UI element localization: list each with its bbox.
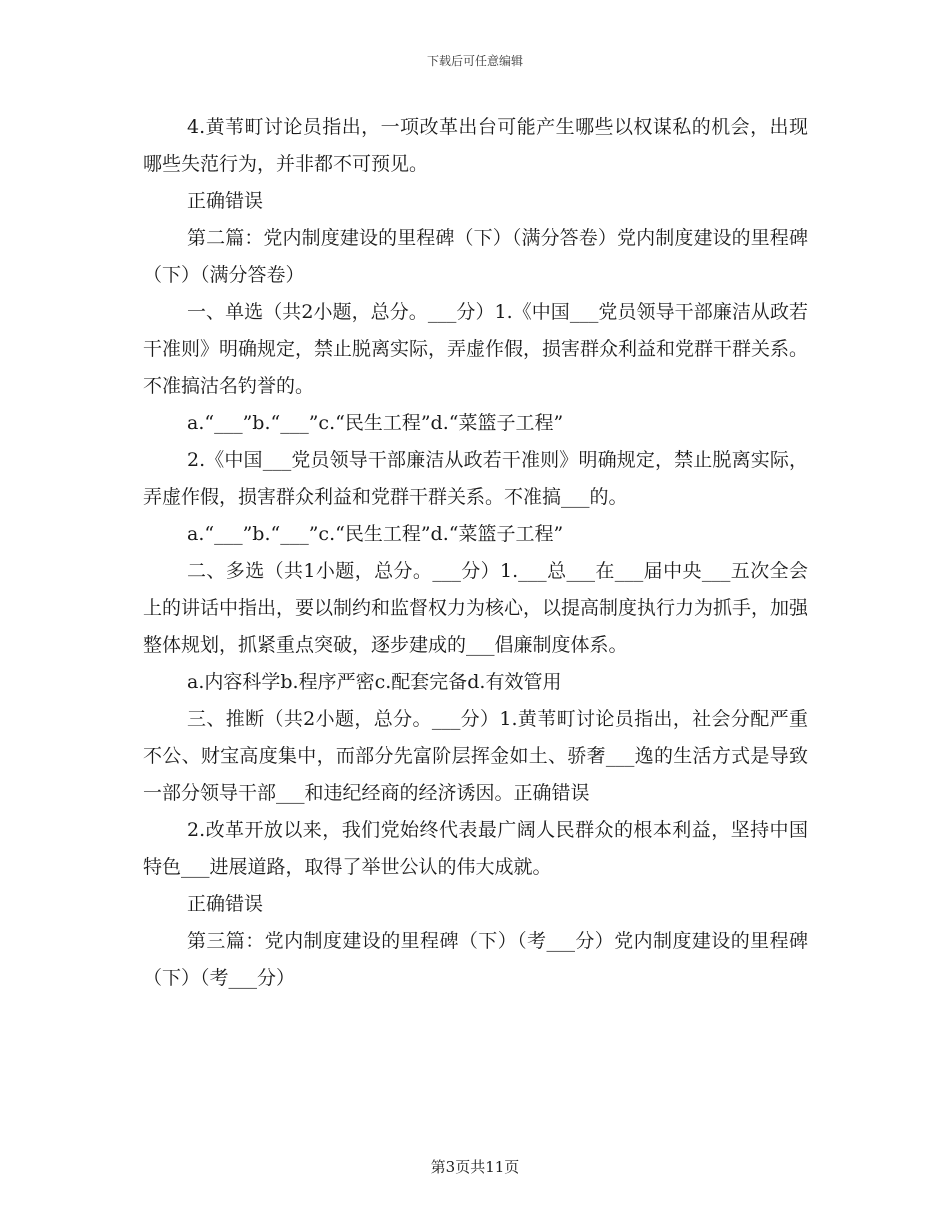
paragraph-judgement-q2: 2.改革开放以来，我们党始终代表最广阔人民群众的根本利益，坚持中国特色___进展道路，取得了举世公认的伟大成就。 <box>143 819 808 878</box>
paragraph-multi-choice-q1-options: a.内容科学b.程序严密c.配套完备d.有效管用 <box>187 671 562 693</box>
paragraph-single-choice-q2-options: a.“___”b.“___”c.“民生工程”d.“菜篮子工程” <box>187 523 564 545</box>
page-header: 下载后可任意编辑 <box>426 54 523 68</box>
paragraph-judgement-q2-answer: 正确错误 <box>187 893 264 915</box>
paragraph-section-three-title: 第三篇：党内制度建设的里程碑（下）（考___分）党内制度建设的里程碑（下）（考___分） <box>143 930 808 989</box>
paragraph-single-choice-q2: 2.《中国___党员领导干部廉洁从政若干准则》明确规定，禁止脱离实际，弄虚作假，损害群众利益和党群干群关系。不准搞___的。 <box>143 449 808 508</box>
paragraph-judgement-q1: 三、推断（共2小题，总分。___分）1.黄苇町讨论员指出，社会分配严重不公、财宝高度集中，而部分先富阶层挥金如土、骄奢___逸的生活方式是导致一部分领导干部___和违纪经商的经济诱因。正确错误 <box>143 708 808 804</box>
page-number: 第3页共11页 <box>430 1158 520 1176</box>
paragraph-multi-choice-q1: 二、多选（共1小题，总分。___分）1.___总___在___届中央___五次全会上的讲话中指出，要以制约和监督权力为核心，以提高制度执行力为抓手，加强整体规划，抓紧重点突破，逐步建成的___倡廉制度体系。 <box>143 560 809 656</box>
paragraph-answer-options: 正确错误 <box>187 190 264 212</box>
paragraph-single-choice-q1-options: a.“___”b.“___”c.“民生工程”d.“菜篮子工程” <box>187 412 564 434</box>
paragraph-single-choice-q1: 一、单选（共2小题，总分。___分）1.《中国___党员领导干部廉洁从政若干准则》明确规定，禁止脱离实际，弄虚作假，损害群众利益和党群干群关系。不准搞沽名钓誉的。 <box>143 301 809 397</box>
document-body <box>143 109 808 997</box>
paragraph-q4: 4.黄苇町讨论员指出，一项改革出台可能产生哪些以权谋私的机会，出现哪些失范行为，并非都不可预见。 <box>143 116 808 175</box>
paragraph-section-two-title: 第二篇：党内制度建设的里程碑（下）（满分答卷）党内制度建设的里程碑（下）（满分答卷） <box>143 227 808 286</box>
